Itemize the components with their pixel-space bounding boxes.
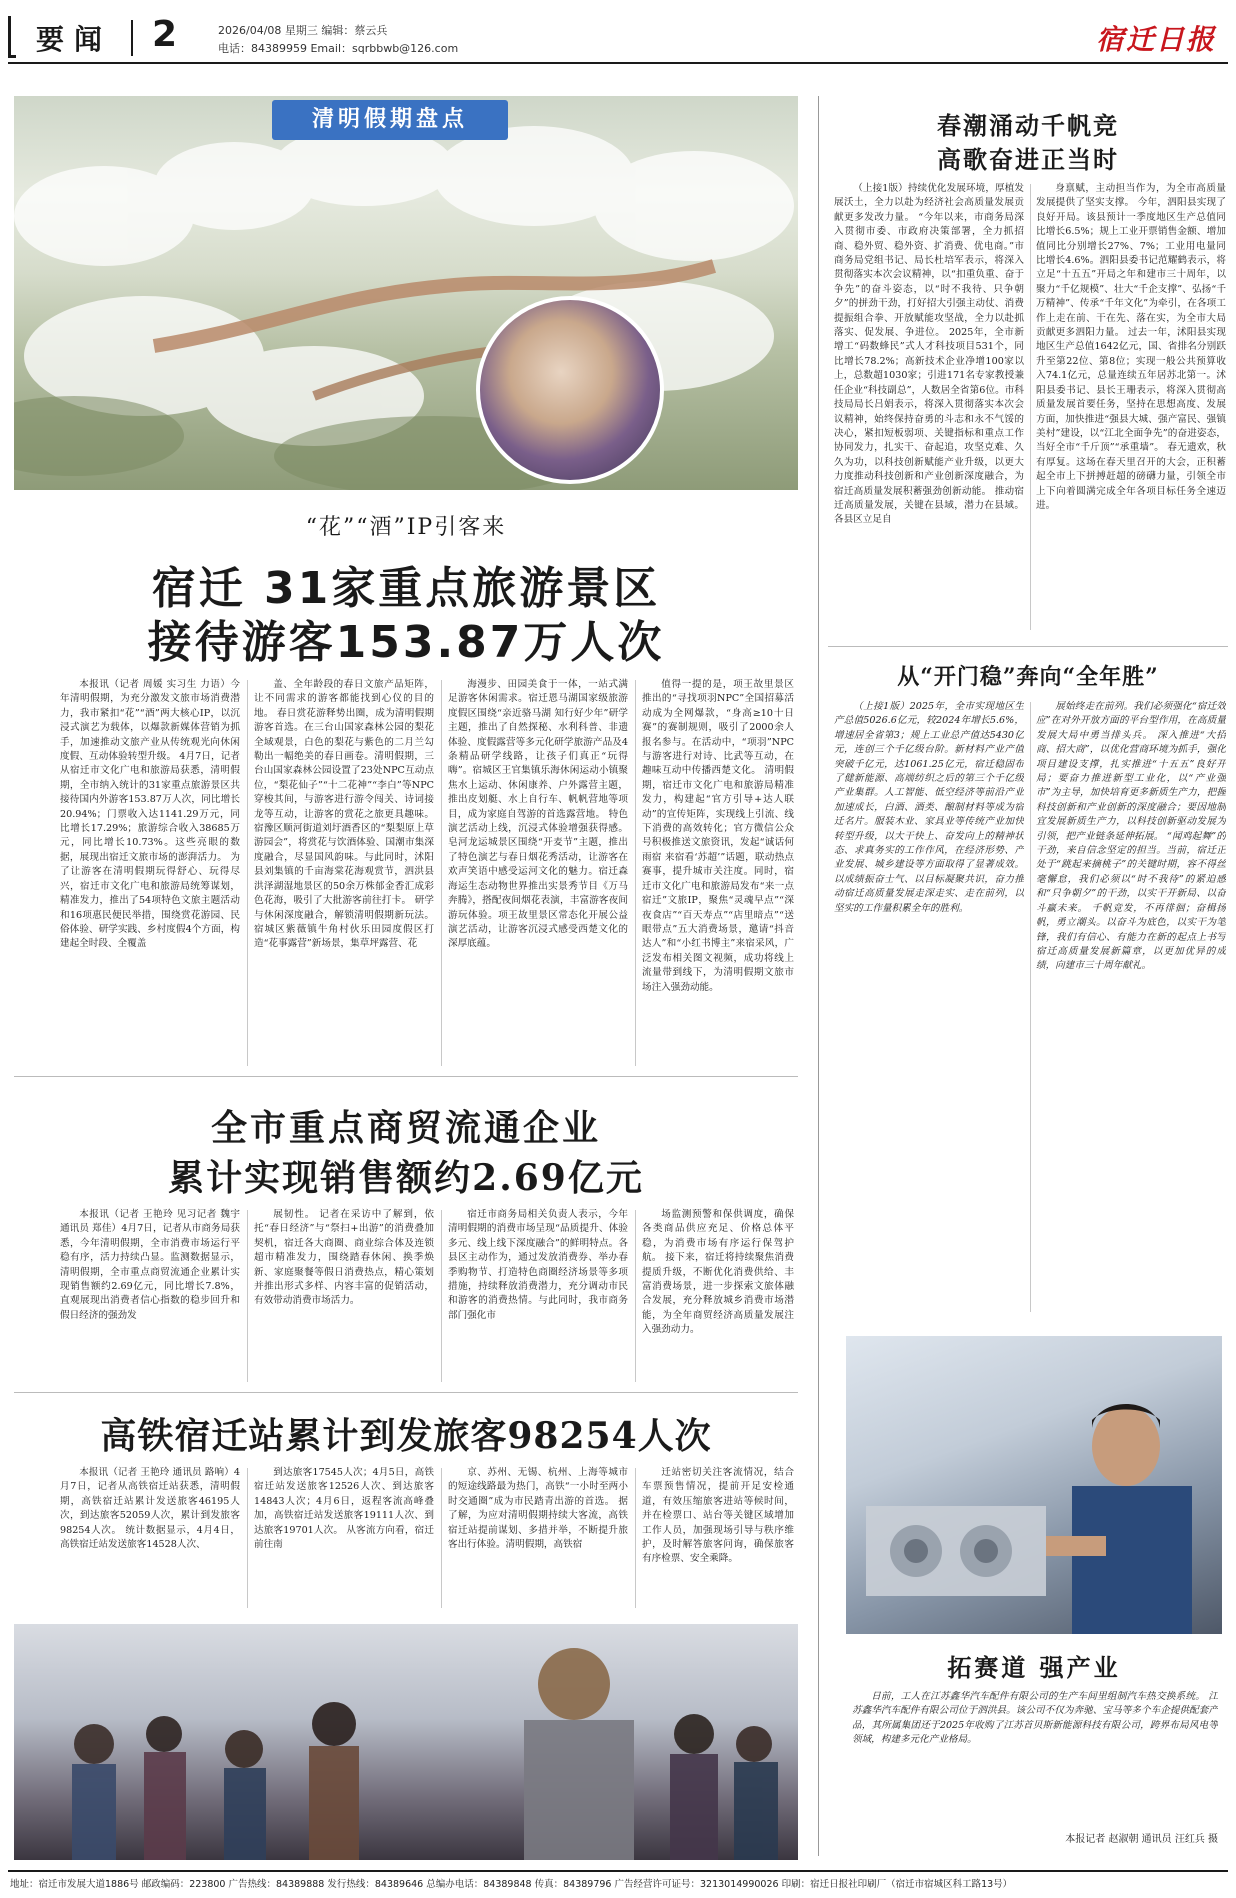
spring-headline-line2: 高歌奋进正当时 [937, 145, 1119, 174]
stable-body-col1: （上接1版）2025年，全市实现地区生产总值5026.6亿元，较2024年增长5.6%，增速居全省第3；规上工业总产值达5430亿元，连创三个千亿级台阶。新材料产业产值突破千亿元，达1061.25亿元，宿迁稳固布了健新能源、高端纺织之后的第三个千亿级产业集群。人工智能、低空经济等前沿产业加速成长，白酒、酒类、酿制材料等成为宿迁名片。服装木业、家具业等传统产业加快转型升级，以大干快上、奋发向上的精神状态、求真务实的工作作风，在经济形势、产业发展、城乡建设等方面取得了显著成效。以成绩振奋士气、以目标凝聚共识，奋力推动宿迁高质量发展走深走实、走在前列，以坚实的工作量积累全年的胜利。 [834, 701, 1024, 914]
spring-col-divider [1030, 184, 1031, 630]
lead-banner-text: 清明假期盘点 [311, 107, 468, 132]
lead-body-col4: 值得一提的是，项王故里景区推出的“寻找项羽NPC”全国招募活动成为全网爆款，“身高≥10十日赛”的赛制规则，吸引了2000余人报名参与。在活动中，“项羽”NPC与游客进行对诗、比武等互动，在趣味互动中传播西楚文化。 清明假期，宿迁市文化广电和旅游局精准发力，构建起“官方引导+达人联动”的宣传矩阵，实现线上引流、线下消费的高效转化；官方微信公众号积极推送文旅资讯，发起“诚话何雨宿 来宿看‘苏超’”话题，联动热点赛事，提升城市关注度。同时，宿迁市文化广电和旅游局发布“来一点宿迁”文旅IP，聚焦“灵魂早点”“深夜食店”“百天寿点”“店里暗点”“送眼带点”五大消费场景，邀请“抖音达人”和“小红书博主”来宿采风，广泛发布相关图文视频，成功将线上流量带到线下，为清明假期文旅市场注入强劲动能。 [642, 679, 794, 993]
stable-col-divider [1030, 702, 1031, 1312]
header-contact: 电话：84389959 Email：sqrbbwb@126.com [218, 42, 459, 55]
trade-col-divider-1 [247, 1210, 248, 1382]
rail-col-divider-1 [247, 1468, 248, 1608]
industry-headline: 拓赛道 强产业 [947, 1653, 1121, 1682]
lead-body-col3: 海漫步、田园美食于一体，一站式满足游客休闲需求。宿迁恩马湖国家级旅游度假区围绕“亲近骆马湖 知行好少年”研学主题，推出了自然探秘、水利科普、非遗体验、度假露营等多元化研学旅游产品及4条精品研学线路，让孩子们真正“玩得嗨”。宿城区王官集镇乐海休闲运动小镇聚焦水上运动、休闲康养、户外露营主题，推出皮划艇、水上自行车、帆帆营地等项目，成为家庭自驾游的首选露营地。 特色演艺活动上线，沉浸式体验增强获得感。皂河龙运城景区围绕“开麦节”主题，推出了特色演艺与春日烟花秀活动，让游客在欢声笑语中感受运河文化的魅力。宿迁森海运生态动物世界推出实景秀节目《万马奔腾》，搭配夜间烟花表演，丰富游客夜间游玩体验。项王故里景区常态化开展公益演艺活动，让游客沉浸式感受西楚文化的深厚底蕴。 [448, 679, 628, 950]
inset-photo-performers [476, 296, 664, 484]
industry-factory-photo [846, 1336, 1222, 1634]
rail-station-photo [14, 1624, 798, 1860]
spring-body-col1: （上接1版）持续优化发展环境，厚植发展沃土，全力以赴为经济社会高质量发展贡献更多发改力量。 “今年以来，市商务局深入贯彻市委、市政府决策部署，全力抓招商、稳外贸、稳外资、扩消费、优电商。”市商务局党组书记、局长杜培军表示，将深入贯彻落实本次会议精神，以“扣重负重、奋于争先”的奋斗姿态，以“时不我待、只争朝夕”的拼劲干劲，打好招大引强主动仗、消费提振组合拳、开放赋能攻坚战，全力以赴抓落实、促发展、争进位。 2025年，全市新增工“码数蜂民”式人才科技项目531个，同比增长78.2%；高新技术企业净增100家以上，总数超1030家；引进171名专家教授兼任企业“科技副总”，人数居全省第6位。市科技局局长吕娟表示，将深入贯彻落实本次会议精神，始终保持奋勇的斗志和永不气馁的决心，紧扣短板弱项、关键指标和重点工作协同发力，扎实干、奋起追，攻坚克难、久久为功，以科技创新赋能产业升级，以更大力度推动科技创新和产业创新深度融合，为宿迁高质量发展积蓄强劲创新动能。 推动宿迁高质量发展，关键在县域，潜力在县域。各县区立足自 [834, 183, 1024, 526]
trade-headline-line1: 全市重点商贸流通企业 [210, 1107, 601, 1149]
rail-body-col2: 到达旅客17545人次；4月5日，高铁宿迁站发送旅客12526人次、到达旅客14843人次；4月6日，返程客流高峰叠加，高铁宿迁站发送旅客19111人次、到达旅客19701人次。 从客流方向看，宿迁前往南 [254, 1467, 434, 1551]
section-divider [131, 20, 133, 56]
section-title: 要闻 [36, 23, 113, 56]
header-date: 2026/04/08 星期三 编辑：蔡云兵 [218, 24, 388, 37]
rail-body-col4: 迁站密切关注客流情况，结合车票预售情况，提前开足安检通道，有效压缩旅客进站等候时间，并在检票口、站台等关键区域增加工作人员，加强现场引导与秩序维护，及时解答旅客问询，确保旅客有序检票、安全乘降。 [642, 1467, 794, 1565]
lead-headline-line1: 宿迁 31家重点旅游景区 [151, 563, 661, 614]
rail-col-divider-2 [441, 1468, 442, 1608]
footer-rule [8, 1870, 1228, 1872]
lead-banner [272, 100, 508, 140]
header-rule [8, 62, 1228, 64]
trade-body-col4: 场监测预警和保供调度，确保各类商品供应充足、价格总体平稳，为消费市场有序运行保驾护航。 接下来，宿迁将持续聚焦消费提质升级，不断优化消费供给、丰富消费场景，进一步探索文旅体融合发展，充分释放城乡消费市场潜能，为全年商贸经济高质量发展注入强劲动力。 [642, 1209, 794, 1336]
lead-body-col2: 盖、全年龄段的春日文旅产品矩阵，让不同需求的游客都能找到心仪的目的地。 春日赏花游释势出圈，成为清明假期游客首选。在三台山国家森林公园的梨花全域观景，白色的梨花与紫色的二月兰勾勒出一幅绝美的春日画卷。清明假期，三台山国家森林公园设置了23处NPC互动点位，“梨花仙子”“十二花神”“李白”等NPC穿梭其间，与游客进行游令闯关、诗词接龙等互动，让游客的赏花之旅更具趣味。宿豫区顺河街道刘圩酒香区的“梨梨原上草游园会”，将赏花与饮酒体验、国潮市集深度融合，尽显国风韵味。与此同时，沭阳县刘集镇的千亩海棠花海观赏节，泗洪县洪泽湖湿地景区的50余万株郁金香汇成彩色花海，吸引了大批游客前往打卡。 研学与休闲深度融合，解锁清明假期新玩法。宿城区紫薇镇牛角村伙乐田园度假区打造“花事露营”新场景，集草坪露营、花 [254, 679, 434, 950]
footer-info: 地址：宿迁市发展大道1886号 邮政编码：223800 广告热线：84389888 发行热线：84389646 总编办电话：84389848 传真：84389796 广告经营许可证号：3213014990026 印刷：宿迁日报社印刷厂（宿迁市宿城区科工路13号） [10, 1879, 1013, 1890]
lead-photo-blossom-park [14, 96, 798, 490]
lead-headline-line2: 接待游客153.87万人次 [147, 617, 665, 668]
rail-body-col3: 京、苏州、无锡、杭州、上海等城市的短途线路最为热门，高铁“一小时至两小时交通圈”成为市民踏青出游的首选。 据了解，为应对清明假期持续大客流，高铁宿迁站提前谋划、多措并举，不断提升旅客出行体验。清明假期，高铁宿 [448, 1467, 628, 1551]
right-column-divider [818, 96, 819, 1856]
trade-body-col1: 本报讯（记者 王艳玲 见习记者 魏宇 通讯员 郑佳）4月7日，记者从市商务局获悉，今年清明假期，全市消费市场运行平稳有序，活力持续凸显。监测数据显示，清明假期，全市重点商贸流通企业累计实现销售额约2.69亿元，同比增长7.8%，直观展现出消费者信心指数的稳步回升和假日经济的强劲发 [60, 1209, 240, 1321]
spring-bottom-rule [828, 646, 1228, 647]
trade-body-col2: 展韧性。 记者在采访中了解到，依托“春日经济”与“祭扫+出游”的消费叠加契机，宿迁各大商圈、商业综合体及连锁超市精准发力，围绕踏春休闲、换季焕新、家庭聚餐等假日消费热点，精心策划并推出形式多样、内容丰富的促销活动，有效带动消费市场活力。 [254, 1209, 434, 1307]
rail-col-divider-3 [635, 1468, 636, 1608]
rail-body-col1: 本报讯（记者 王艳玲 通讯员 路响）4月7日，记者从高铁宿迁站获悉，清明假期，高铁宿迁站累计发送旅客46195人次，到达旅客52059人次，累计到发旅客98254人次。 统计数据显示，4月4日，高铁宿迁站发送旅客14528人次、 [60, 1467, 240, 1551]
trade-col-divider-2 [441, 1210, 442, 1382]
lead-col-divider-3 [635, 680, 636, 1066]
trade-bottom-rule [14, 1392, 798, 1393]
trade-headline-line2: 累计实现销售额约2.69亿元 [168, 1157, 644, 1199]
stable-headline: 从“开门稳”奔向“全年胜” [897, 664, 1159, 690]
lead-kicker: “花”“酒”IP引客来 [305, 515, 507, 540]
trade-body-col3: 宿迁市商务局相关负责人表示，今年清明假期的消费市场呈现“品质提升、体验多元、线上线下深度融合”的鲜明特点。各县区主动作为，通过发放消费券、举办春季购物节、打造特色商圈经济场景等多项措施，持续释放消费潜力，充分调动市民和游客的消费热情。与此同时，我市商务部门强化市 [448, 1209, 628, 1321]
trade-col-divider-3 [635, 1210, 636, 1382]
spring-body-col2: 身禀赋，主动担当作为，为全市高质量发展提供了坚实支撑。 今年，泗阳县实现了良好开局。该县预计一季度地区生产总值同比增长6.5%；规上工业开票销售金额、增加值同比分别增长27%、7%；工业用电量同比增长4.6%。泗阳县委书记范耀鹤表示，将立足“十五五”开局之年和建市三十周年，以聚力“千亿规模”、壮大“千企支撑”、弘扬“千万精神”、传承“千年文化”为牵引，在各项工作上走在前、干在先、落在实，为全市大局贡献更多泗阳力量。 过去一年，沭阳县实现地区生产总值1642亿元，国、省排名分别跃升至第22位、第8位；实现一般公共预算收入74.1亿元，总量连续五年居苏北第一。沭阳县委书记、县长王珊表示，将深入贯彻高质量发展首要任务，坚持在思想高度、发展方面，加快推进“强县大城、强产富民、强镇美村”建设，以“江北全面争先”的奋进姿态，当好全市“千斤顶”“承重墙”。 春无遗欢，秋有厚复。这场在春天里召开的大会，正积蓄起全市上下拼搏赶超的磅礴力量，引领全市上下向着圆满完成全年各项目标任务全速迈进。 [1036, 183, 1226, 511]
stable-body-col2: 展始终走在前列。我们必须强化“宿迁效应”在对外开放方面的平台型作用，在高质量发展大局中勇当排头兵。 深入推进“大招商、招大商”，以优化营商环境为抓手，强化项目建设支撑，扎实推进“十五五”良好开局；要奋力推进新型工业化，以“产业强市”为主导，加快培育更多新质生产力，把握科技创新和产业创新的深度融合；要因地制宜发展新质生产力，以科技创新驱动发展为引领，把产业链条延伸拓展。 “闻鸡起舞”的干劲，来自信念坚定的担当。当前，宿迁正处于“跳起来摘桃子”的关键时期，容不得丝毫懈怠，我们必须以“时不我待”的紧迫感和“只争朝夕”的干劲，以实干开新局、以奋斗赢未来。 千帆竞发，不再徘徊；奋楫扬帆，勇立潮头。以奋斗为底色，以实干为笔锋，我们有信心、有能力在新的起点上书写宿迁高质量发展新篇章，以更加优异的成绩，向建市三十周年献礼。 [1036, 701, 1226, 972]
masthead-logo: 宿迁日报 [1096, 23, 1217, 56]
page-number: 2 [152, 14, 178, 55]
lead-col-divider-2 [441, 680, 442, 1066]
lead-col-divider-1 [247, 680, 248, 1066]
header-left-bracket [8, 16, 16, 58]
industry-photo-credit: 本报记者 赵淑朝 通讯员 汪红兵 摄 [1065, 1834, 1218, 1845]
lead-bottom-rule [14, 1076, 798, 1077]
spring-headline-line1: 春潮涌动千帆竞 [937, 111, 1119, 140]
rail-headline: 高铁宿迁站累计到发旅客98254人次 [100, 1415, 712, 1457]
lead-body-col1: 本报讯（记者 周媛 实习生 力语）今年清明假期，为充分激发文旅市场消费潜力，我市紧扣“花”“酒”两大核心IP，以沉浸式演艺为载体，以爆款新媒体营销为抓手，加速推动文旅产业从传统观光向休闲度假、互动体验转型升级。 4月7日，记者从宿迁市文化广电和旅游局获悉，清明假期，全市纳入统计的31家重点旅游景区共接待国内外游客153.87万人次，同比增长20.94%；门票收入达1141.29万元，同比增长17.29%；旅游综合收入38685万元，同比增长10.73%。这些亮眼的数据，展现出宿迁文旅市场的澎湃活力。 为了让游客在清明假期玩得舒心、玩得尽兴，宿迁市文化广电和旅游局统筹谋划，精准发力，推出了54项特色文旅主题活动和16项惠民便民举措，围绕赏花游园、民俗体验、研学实践、乡村度假4个方面，构建起全时段、全覆盖 [60, 679, 240, 950]
industry-caption: 日前，工人在江苏鑫华汽车配件有限公司的生产车间里组制汽车热交换系统。 江苏鑫华汽车配件有限公司位于泗洪县。该公司不仅为奔驰、宝马等多个车企提供配套产品，其所属集团还于2025年收购了江苏首贝斯新能源科技有限公司，跨界布局风电等领域，构建多元化产业格局。 [852, 1691, 1218, 1746]
page-header [0, 0, 1236, 62]
